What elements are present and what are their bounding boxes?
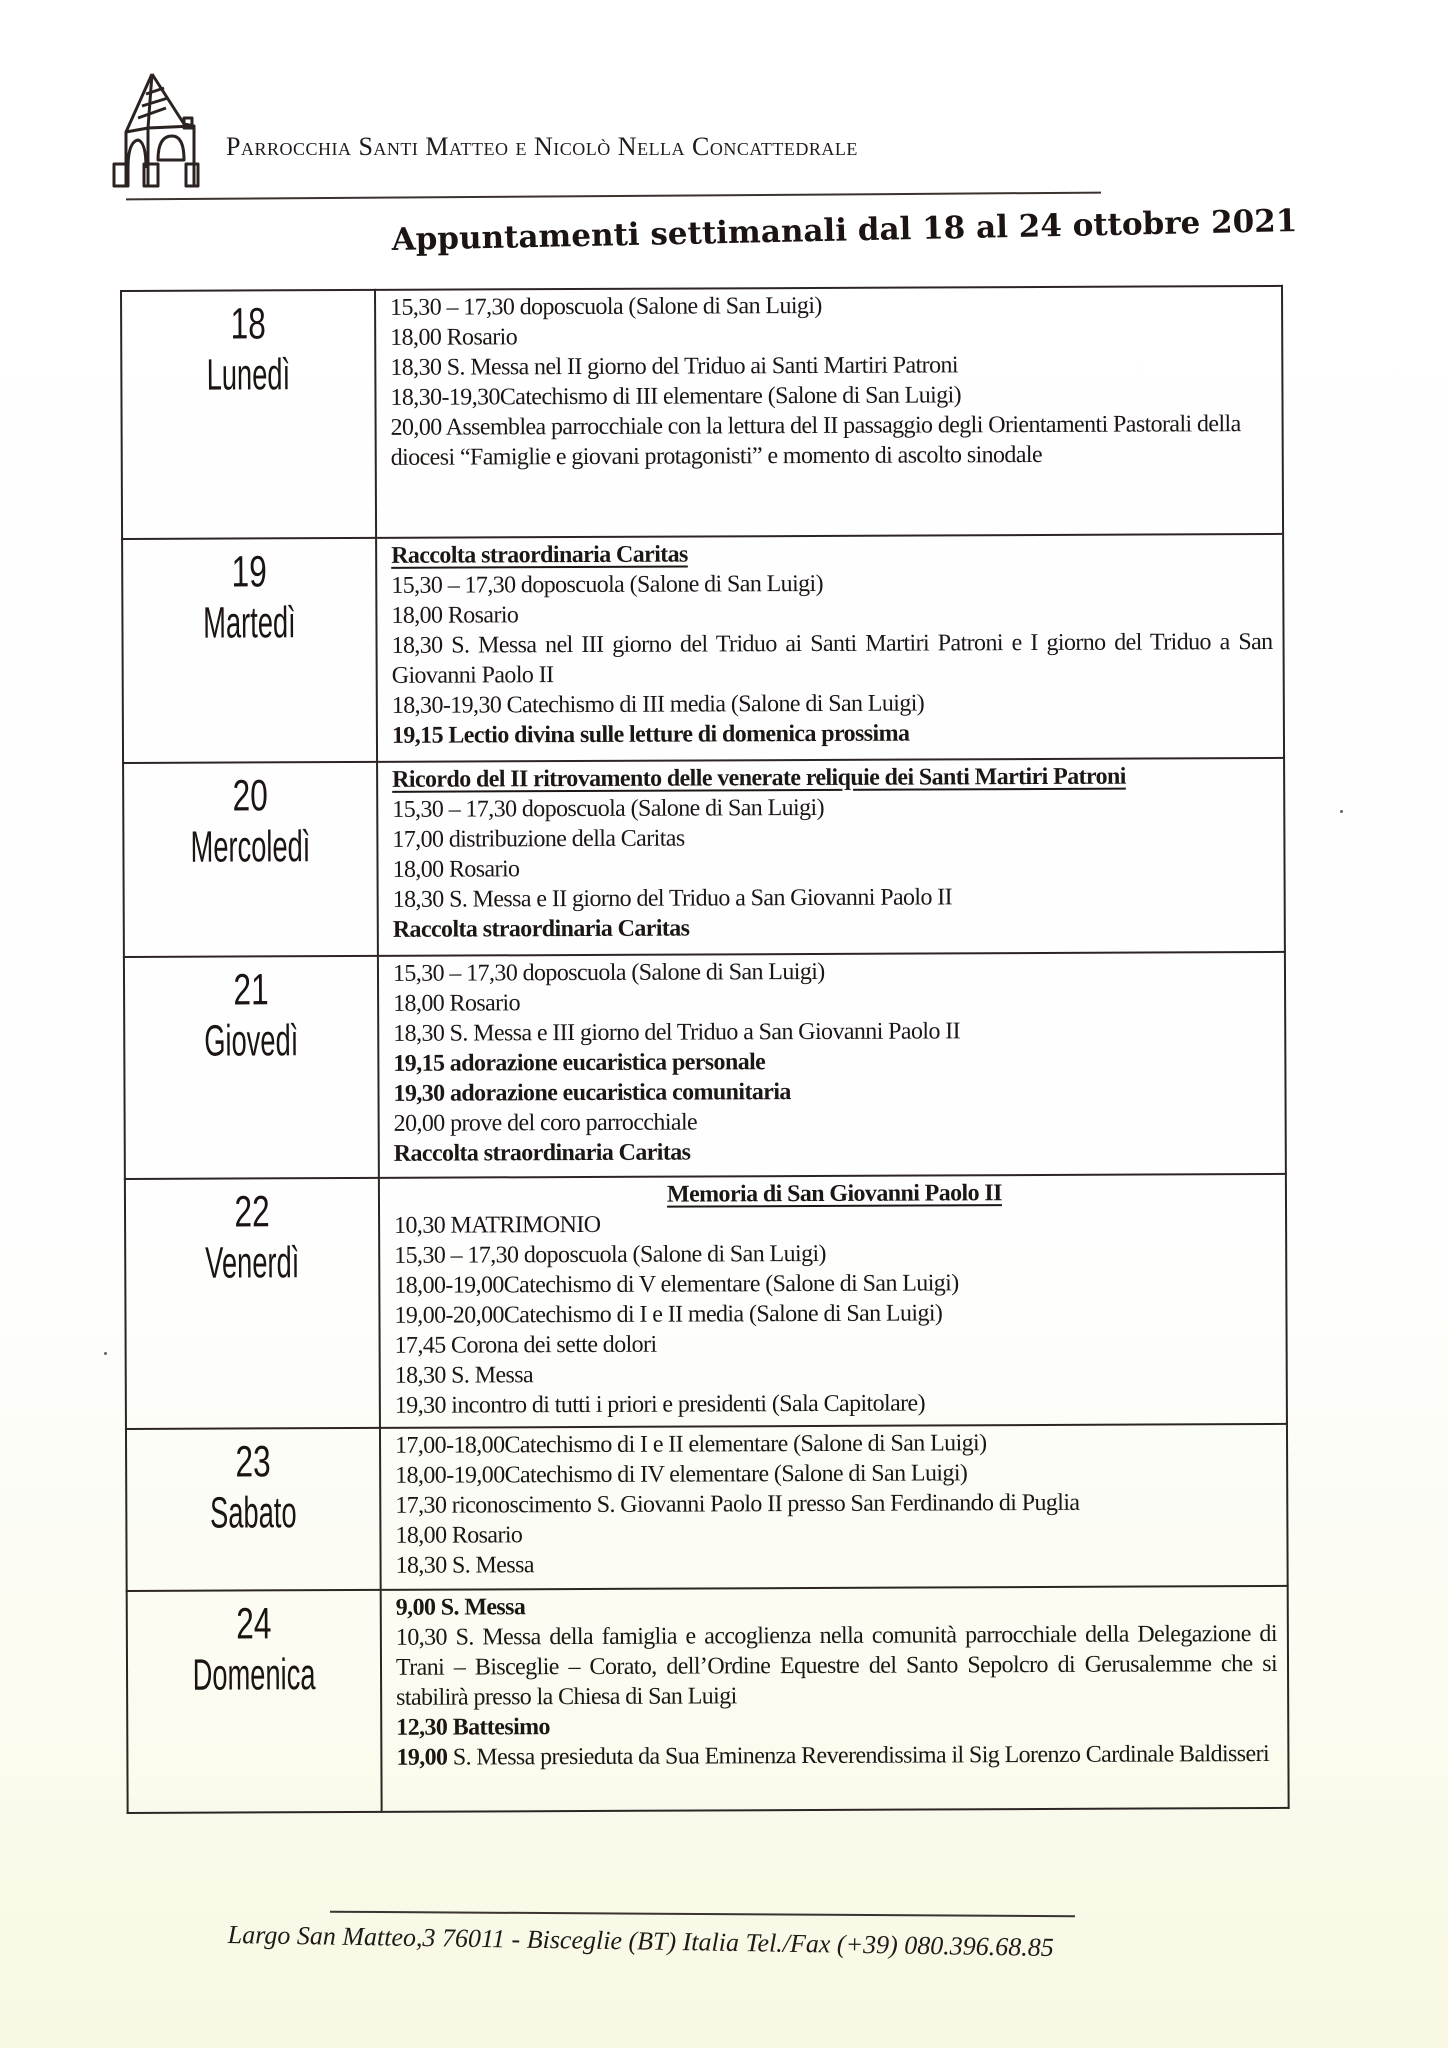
event-item: 19,15 adorazione eucaristica personale: [393, 1049, 766, 1077]
event-item: 19,30 adorazione eucaristica comunitaria: [393, 1079, 791, 1107]
event-item: 20,00 Assemblea parrocchiale con la lettura del II passaggio degli Orientamenti Pastorali della diocesi “Famiglie e giovani protagonisti” e momento di ascolto sinodale: [390, 411, 1241, 471]
schedule-row: [123, 758, 1285, 957]
event-time: 19,00: [396, 1744, 448, 1771]
day-cell: [124, 956, 379, 1179]
schedule-row: [126, 1424, 1288, 1591]
page-title: Appuntamenti settimanali dal 18 al 24 ottobre 2021: [391, 203, 1298, 258]
day-name: Mercoledì: [190, 822, 311, 872]
event-item: 18,30 S. Messa: [394, 1362, 534, 1389]
schedule-row: [121, 286, 1283, 539]
event-item: 19,30 incontro di tutti i priori e presidenti (Sala Capitolare): [394, 1390, 926, 1419]
day-name: Lunedì: [206, 350, 291, 400]
event-item: 17,00 distribuzione della Caritas: [392, 825, 685, 853]
event-item: 18,30-19,30 Catechismo di III media (Salone di San Luigi): [391, 690, 925, 719]
day-cell: [126, 1428, 381, 1591]
schedule-row: [125, 1174, 1287, 1429]
event-item: Raccolta straordinaria Caritas: [393, 1139, 691, 1167]
event-item: 18,00 Rosario: [390, 324, 518, 351]
event-item: 18,00 Rosario: [393, 990, 521, 1017]
day-name: Martedì: [203, 598, 296, 648]
event-item: Raccolta straordinaria Caritas: [391, 541, 688, 569]
event-item: 15,30 – 17,30 doposcuola (Salone di San Luigi): [394, 1240, 826, 1269]
day-name: Domenica: [192, 1650, 316, 1700]
event-item: 18,30-19,30Catechismo di III elementare (Salone di San Luigi): [390, 382, 962, 411]
event-item: 18,00-19,00Catechismo di V elementare (Salone di San Luigi): [394, 1270, 959, 1299]
event-item: 15,30 – 17,30 doposcuola (Salone di San Luigi): [390, 292, 822, 321]
church-tower-icon: [108, 68, 218, 190]
event-item: 12,30 Battesimo: [396, 1714, 550, 1741]
day-number: 19: [231, 547, 267, 597]
day-number: 20: [232, 771, 268, 821]
weekly-schedule-table: [120, 285, 1290, 1814]
event-item: 15,30 – 17,30 doposcuola (Salone di San Luigi): [392, 958, 825, 987]
event-item: Raccolta straordinaria Caritas: [392, 915, 690, 943]
event-item: 18,00 Rosario: [391, 602, 519, 629]
event-item: 10,30 MATRIMONIO: [394, 1211, 601, 1239]
day-cell: [121, 290, 376, 539]
event-item: 15,30 – 17,30 doposcuola (Salone di San Luigi): [391, 570, 824, 599]
paper-speck: [104, 1352, 107, 1355]
day-number: 18: [230, 299, 266, 349]
day-number: 24: [236, 1599, 272, 1649]
events-cell: [379, 1174, 1287, 1428]
events-cell: [378, 952, 1286, 1178]
events-cell: [380, 1424, 1288, 1590]
header-divider: [126, 192, 1101, 201]
footer-address: Largo San Matteo,3 76011 - Bisceglie (BT) Italia Tel./Fax (+39) 080.396.68.85: [227, 1920, 1055, 1962]
day-cell: [127, 1590, 382, 1813]
day-cell: [122, 538, 377, 763]
events-cell: [375, 286, 1283, 538]
events-cell: [377, 758, 1285, 956]
event-item: 18,30 S. Messa e III giorno del Triduo a San Giovanni Paolo II: [393, 1018, 961, 1047]
event-item: 20,00 prove del coro parrocchiale: [393, 1109, 698, 1137]
event-item: 19,00-20,00Catechismo di I e II media (Salone di San Luigi): [394, 1300, 943, 1329]
event-item: 18,00 Rosario: [395, 1522, 523, 1549]
day-cell: [125, 1178, 380, 1429]
day-number: 23: [235, 1437, 271, 1487]
letterhead: [108, 68, 1108, 188]
day-number: 21: [233, 965, 269, 1015]
event-item: 9,00 S. Messa: [395, 1594, 526, 1621]
event-item: 17,00-18,00Catechismo di I e II elementare (Salone di San Luigi): [394, 1430, 987, 1459]
event-item: 18,00 Rosario: [392, 856, 520, 883]
day-number: 22: [234, 1187, 270, 1237]
schedule-row: [127, 1586, 1289, 1813]
day-cell: [123, 762, 378, 957]
event-item: 18,30 S. Messa nel II giorno del Triduo ai Santi Martiri Patroni: [390, 352, 958, 381]
day-name: Sabato: [209, 1488, 297, 1538]
events-cell: [381, 1586, 1289, 1812]
event-item: 17,45 Corona dei sette dolori: [394, 1331, 657, 1359]
event-item: 19,15 Lectio divina sulle letture di domenica prossima: [391, 720, 910, 749]
event-item: 18,30 S. Messa nel III giorno del Triduo ai Santi Martiri Patroni e I giorno del Triduo a San Giovanni Paolo II: [391, 628, 1273, 689]
event-item: 17,30 riconoscimento S. Giovanni Paolo II presso San Ferdinando di Puglia: [395, 1489, 1080, 1519]
event-item: 19,00 S. Messa presieduta da Sua Eminenza Reverendissima il Sig Lorenzo Cardinale Baldisseri: [396, 1741, 1270, 1771]
footer-divider: [330, 1911, 1075, 1918]
event-item: 18,30 S. Messa: [395, 1552, 534, 1579]
event-item: 15,30 – 17,30 doposcuola (Salone di San Luigi): [392, 794, 825, 823]
event-item: Ricordo del II ritrovamento delle venerate reliquie dei Santi Martiri Patroni: [392, 763, 1126, 793]
event-item: 18,00-19,00Catechismo di IV elementare (Salone di San Luigi): [395, 1460, 968, 1489]
event-item: Memoria di San Giovanni Paolo II: [666, 1180, 1002, 1208]
schedule-row: [122, 534, 1284, 763]
day-name: Giovedì: [204, 1016, 299, 1066]
event-item: 10,30 S. Messa della famiglia e accoglienza nella comunità parrocchiale della Delegazione di Trani – Bisceglie – Corato, dell’Ordine Equestre del Santo Sepolcro di Gerusalemme che si stabilirà presso la Chiesa di San Luigi: [395, 1620, 1278, 1711]
paper-speck: [1340, 810, 1343, 813]
parish-name: Parrocchia Santi Matteo e Nicolò Nella Concattedrale: [226, 132, 858, 161]
events-cell: [376, 534, 1284, 762]
schedule-row: [124, 952, 1286, 1179]
day-name: Venerdì: [205, 1238, 300, 1288]
event-item: 18,30 S. Messa e II giorno del Triduo a San Giovanni Paolo II: [392, 884, 953, 913]
